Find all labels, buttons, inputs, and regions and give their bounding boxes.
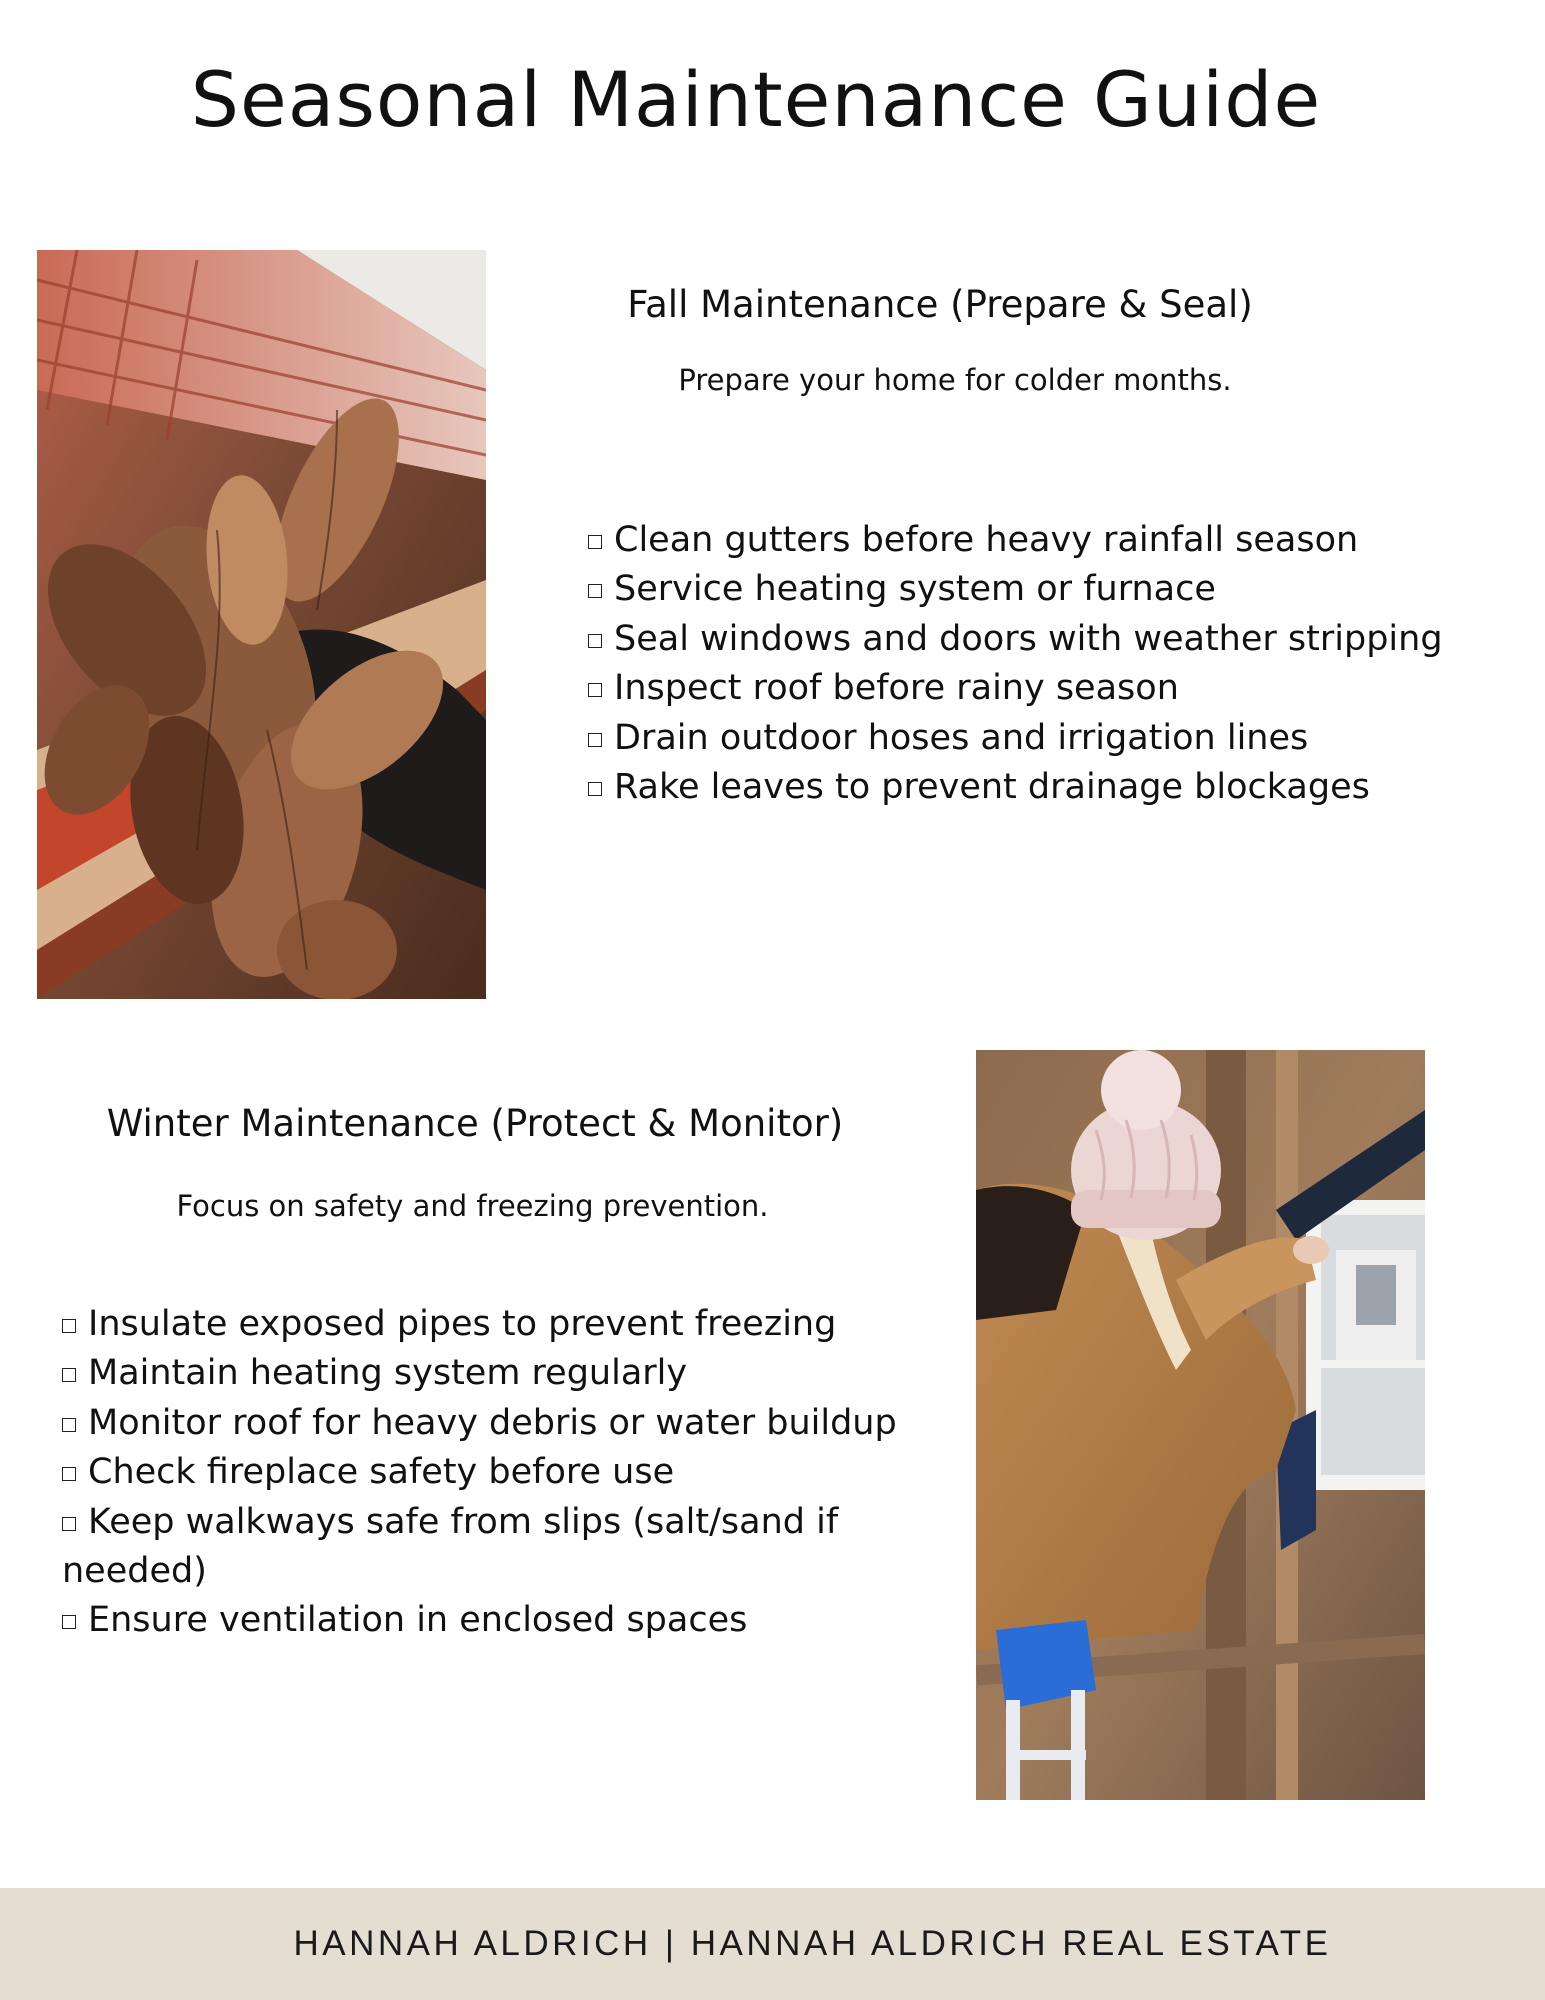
winter-window-sealing-photo [976,1050,1425,1800]
winter-section-subtitle: Focus on safety and freezing prevention. [176,1189,769,1223]
checkbox-icon[interactable] [62,1615,76,1629]
checklist-item [588,714,1508,763]
checkbox-icon[interactable] [588,733,602,747]
checkbox-icon[interactable] [62,1517,76,1531]
checklist-item [62,1300,922,1349]
checklist-item-label: Rake leaves to prevent drainage blockages [614,767,1370,808]
fall-section-subtitle: Prepare your home for colder months. [678,363,1232,397]
checkbox-icon[interactable] [588,683,602,697]
checklist-item [588,664,1508,713]
checklist-item [62,1596,922,1645]
checkbox-icon[interactable] [588,584,602,598]
checklist-item [62,1399,922,1448]
checklist-item-label: Clean gutters before heavy rainfall season [614,520,1359,560]
checklist-item-label: Service heating system or furnace [614,569,1216,610]
checkbox-icon[interactable] [588,535,602,549]
fall-checklist [588,516,1508,812]
footer-bar [0,1888,1545,2000]
checklist-item [62,1349,922,1398]
checklist-item [588,565,1508,614]
checklist-item [588,763,1508,812]
fall-section-heading: Fall Maintenance (Prepare & Seal) [627,283,1253,326]
fall-gutter-leaves-photo [37,250,486,999]
checklist-item-label: Keep walkways safe from slips (salt/sand if needed) [62,1501,839,1592]
checklist-item-label: Ensure ventilation in enclosed spaces [88,1600,748,1641]
checkbox-icon[interactable] [62,1368,76,1382]
checkbox-icon[interactable] [62,1319,76,1333]
winter-checklist [62,1300,922,1646]
checklist-item-label: Insulate exposed pipes to prevent freezing [88,1304,837,1344]
checkbox-icon[interactable] [588,782,602,796]
checklist-item [588,516,1508,565]
checklist-item-label: Inspect roof before rainy season [614,668,1179,709]
page-title: Seasonal Maintenance Guide [190,55,1322,144]
checklist-item [588,615,1508,664]
checklist-item-label: Maintain heating system regularly [88,1353,688,1394]
checklist-item-label: Monitor roof for heavy debris or water buildup [88,1402,897,1443]
checklist-item-label: Seal windows and doors with weather stripping [614,618,1443,659]
checkbox-icon[interactable] [62,1467,76,1481]
checklist-item-label: Drain outdoor hoses and irrigation lines [614,717,1309,758]
footer-agent-name: HANNAH ALDRICH | HANNAH ALDRICH REAL ESTATE [293,1924,1332,1963]
checkbox-icon[interactable] [588,634,602,648]
checklist-item-label: Check fireplace safety before use [88,1452,675,1493]
winter-section-heading: Winter Maintenance (Protect & Monitor) [106,1102,844,1145]
checkbox-icon[interactable] [62,1418,76,1432]
checklist-item [62,1448,922,1497]
checklist-item [62,1498,922,1597]
